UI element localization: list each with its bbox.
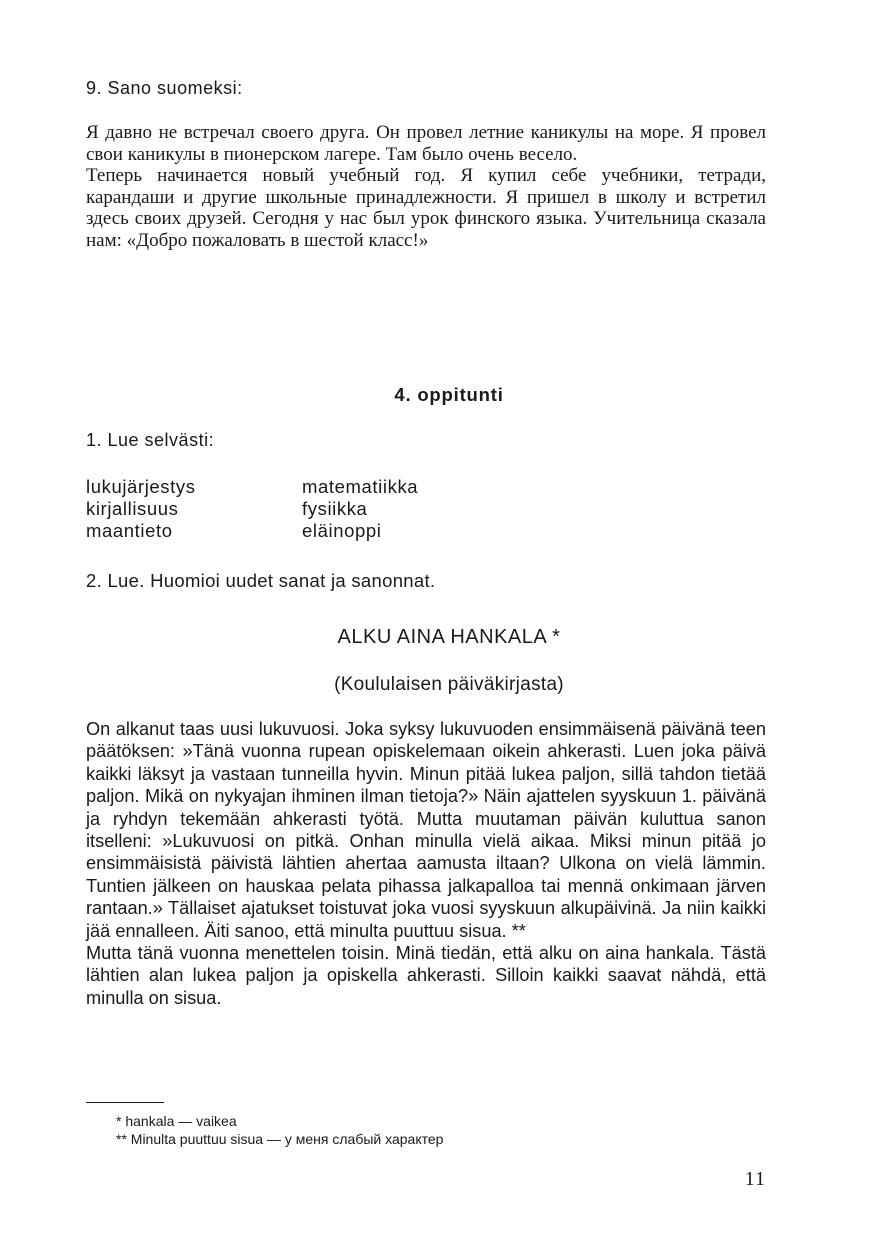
russian-paragraph: Теперь начинается новый учебный год. Я купил себе учебники, тетради, карандаши и другие школьные принадлежности. Я пришел в школу и встретил здесь своих друзей. Сегодня у нас был урок финского языка. Учительница сказала нам: «Добро пожаловать в шестой класс!»: [86, 165, 766, 251]
story-paragraph: On alkanut taas uusi lukuvuosi. Joka syksy lukuvuoden ensimmäisenä päivänä teen päätöksen: »Tänä vuonna rupean opiskelemaan oikein ahkerasti. Luen joka päivä kaikki läksyt ja vastaan tunneilla hyvin. Minun pitää lukea paljon, sillä tahdon tietää paljon. Mikä on nykyajan ihminen ilman tietoja?» Näin ajattelen syyskuun 1. päivänä ja ryhdyn tekemään ahkerasti työtä. Mutta muutaman päivän kuluttua sanon itselleni: »Lukuvuosi on pitkä. Onhan minulla vielä aikaa. Miksi minun pitää jo ensimmäisistä päivistä lähtien ahertaa aamusta iltaan? Ulkona on vielä lämmin. Tuntien jälkeen on hauskaa pelata pihassa jalkapalloa tai mennä onkimaan järven rantaan.» Tällaiset ajatukset toistuvat joka vuosi syyskuun alkupäivinä. Ja niin kaikki jää ennalleen. Äiti sanoo, että minulta puuttuu sisua. **: [86, 719, 766, 941]
story-body: [86, 718, 766, 1009]
footnote-divider: [86, 1102, 164, 1103]
story-subtitle: (Koululaisen päiväkirjasta): [334, 674, 564, 695]
vocabulary-word: fysiikka: [302, 498, 368, 519]
vocabulary-word: eläinoppi: [302, 520, 382, 541]
footnote: * hankala — vaikea: [116, 1113, 237, 1129]
story-paragraph: Mutta tänä vuonna menettelen toisin. Minä tiedän, että alku on aina hankala. Tästä lähtien alan lukea paljon ja opiskella ahkerasti. Silloin kaikki saavat nähdä, että minulla on sisua.: [86, 943, 766, 1008]
russian-paragraph: Я давно не встречал своего друга. Он провел летние каникулы на море. Я провел свои каникулы в пионерском лагере. Там было очень весело.: [86, 122, 766, 165]
vocabulary-word: kirjallisuus: [86, 498, 179, 519]
footnotes: [116, 1112, 443, 1148]
vocabulary-word: lukujärjestys: [86, 476, 196, 497]
exercise-9-russian-text: [86, 122, 766, 252]
exercise-9-heading: 9. Sano suomeksi:: [86, 78, 243, 98]
vocabulary-list-right: [302, 476, 418, 542]
lesson-title: 4. oppitunti: [394, 384, 504, 405]
vocabulary-list-left: [86, 476, 196, 542]
vocabulary-word: matematiikka: [302, 476, 419, 497]
vocabulary-word: maantieto: [86, 520, 173, 541]
story-title: ALKU AINA HANKALA *: [337, 626, 561, 648]
footnote: ** Minulta puuttuu sisua — у меня слабый характер: [116, 1131, 444, 1147]
page-number: 11: [744, 1168, 766, 1190]
exercise-1-heading: 1. Lue selvästi:: [86, 430, 215, 450]
exercise-2-heading: 2. Lue. Huomioi uudet sanat ja sanonnat.: [86, 570, 436, 591]
